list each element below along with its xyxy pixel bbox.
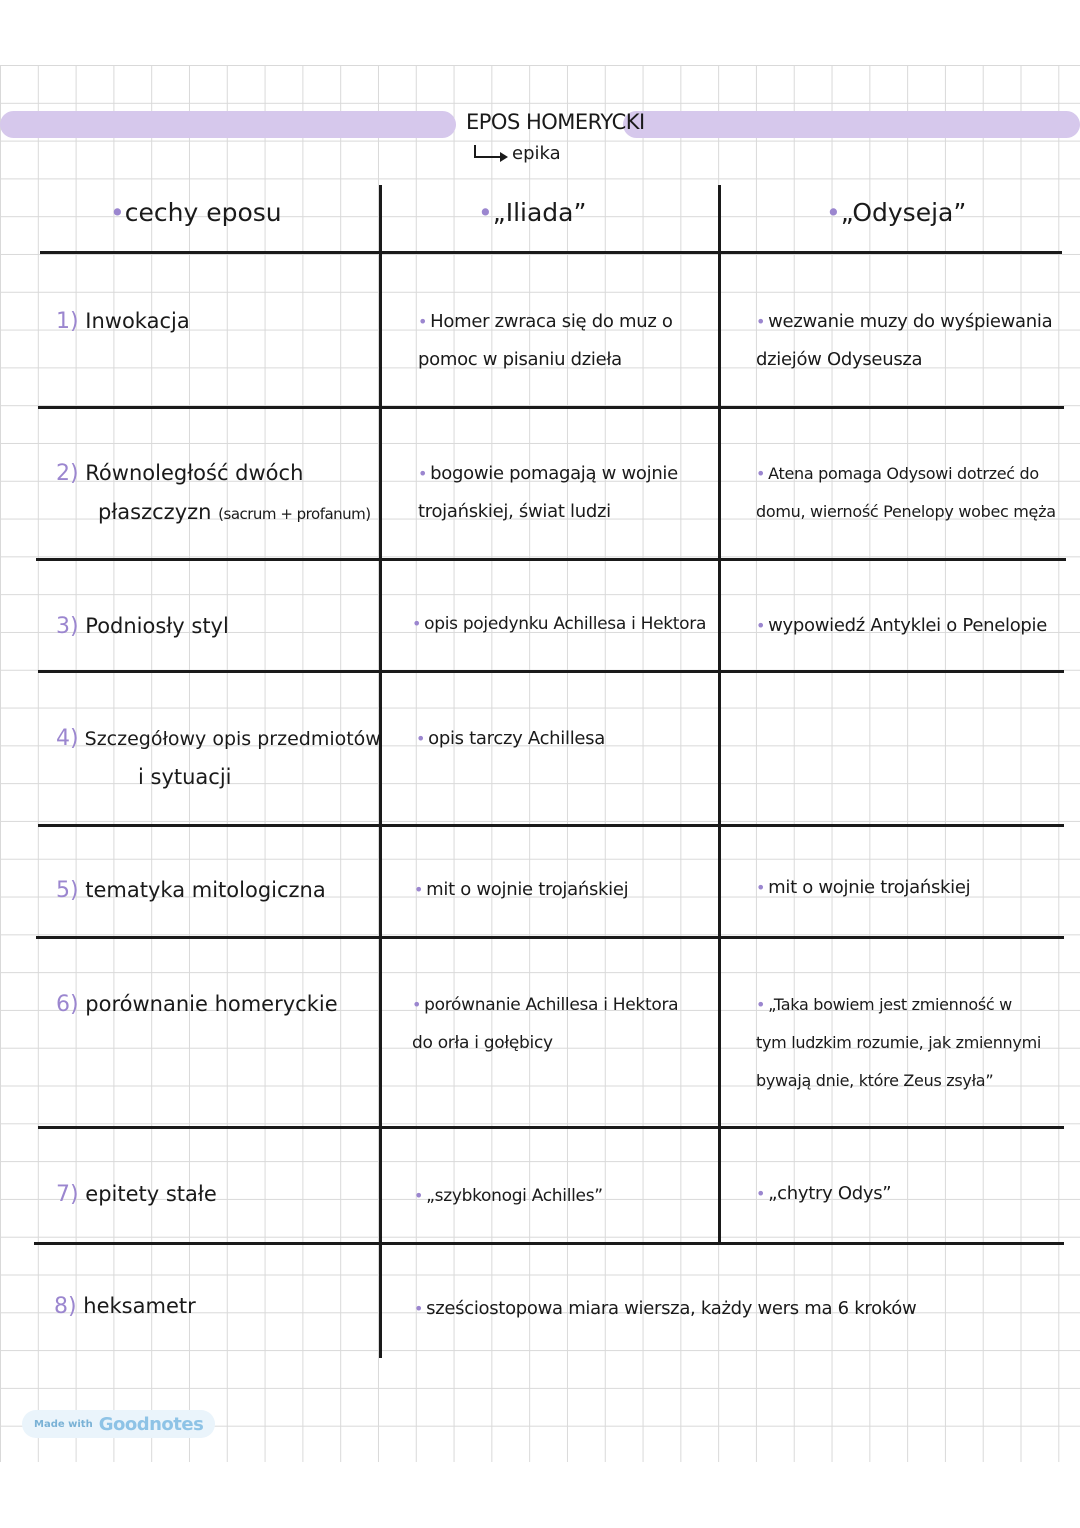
bullet-icon: • bbox=[414, 1299, 424, 1318]
row-6-label: 6) porównanie homeryckie bbox=[56, 992, 338, 1017]
goodnotes-logo: Goodnotes bbox=[98, 1413, 204, 1435]
made-with-badge bbox=[22, 1410, 215, 1438]
bullet-icon: • bbox=[416, 729, 426, 748]
row-1-iliada: • Homer zwraca się do muz o pomoc w pisaniu dzieła bbox=[418, 311, 673, 370]
bullet-icon: • bbox=[414, 880, 424, 899]
bullet-icon: • bbox=[412, 614, 422, 633]
column-header-features: •cechy eposu bbox=[110, 198, 282, 227]
bullet-icon: • bbox=[418, 464, 428, 483]
column-header-iliada: •„Iliada” bbox=[478, 198, 587, 227]
bullet-icon: • bbox=[756, 995, 766, 1014]
bullet-icon: • bbox=[414, 1186, 424, 1205]
row-8-merged: • sześciostopowa miara wiersza, każdy wers ma 6 kroków bbox=[414, 1298, 917, 1319]
bullet-icon: • bbox=[756, 878, 766, 897]
row-5-odyseja: • mit o wojnie trojańskiej bbox=[756, 877, 971, 898]
row-7-label: 7) epitety stałe bbox=[56, 1182, 217, 1207]
row-2-label: 2) Równoległość dwóch płaszczyzn (sacrum + profanum) bbox=[56, 461, 371, 524]
subtitle bbox=[472, 143, 561, 164]
row-5-label: 5) tematyka mitologiczna bbox=[56, 878, 326, 903]
row-4-iliada: • opis tarczy Achillesa bbox=[416, 728, 605, 749]
row-6-odyseja: • „Taka bowiem jest zmienność w tym ludzkim rozumie, jak zmiennymi bywają dnie, które Zeus zsyła” bbox=[756, 995, 1041, 1090]
bullet-icon: • bbox=[756, 312, 766, 331]
row-8-label: 8) heksametr bbox=[54, 1294, 196, 1319]
header-band-left bbox=[0, 111, 456, 138]
bullet-icon: • bbox=[478, 198, 493, 227]
row-6-iliada: • porównanie Achillesa i Hektora do orła i gołębicy bbox=[412, 995, 679, 1053]
bullet-icon: • bbox=[826, 198, 841, 227]
column-header-odyseja: •„Odyseja” bbox=[826, 198, 967, 227]
made-with-text: Made with bbox=[34, 1418, 93, 1430]
row-1-odyseja: • wezwanie muzy do wyśpiewania dziejów Odyseusza bbox=[756, 311, 1053, 370]
row-3-iliada: • opis pojedynku Achillesa i Hektora bbox=[412, 614, 707, 634]
bullet-icon: • bbox=[412, 995, 422, 1014]
row-7-odyseja: • „chytry Odys” bbox=[756, 1183, 892, 1204]
row-5-iliada: • mit o wojnie trojańskiej bbox=[414, 879, 629, 900]
bullet-icon: • bbox=[756, 616, 766, 635]
row-3-label: 3) Podniosły styl bbox=[56, 614, 229, 639]
header-band-right bbox=[623, 111, 1080, 138]
page-title: EPOS HOMERYCKI bbox=[466, 110, 645, 134]
bullet-icon: • bbox=[418, 312, 428, 331]
bullet-icon: • bbox=[756, 464, 766, 483]
row-4-label: 4) Szczegółowy opis przedmiotów i sytuacji bbox=[56, 726, 381, 789]
subtitle-text: epika bbox=[512, 143, 561, 164]
arrow-icon bbox=[472, 145, 508, 163]
bullet-icon: • bbox=[756, 1184, 766, 1203]
row-2-odyseja: • Atena pomaga Odysowi dotrzeć do domu, wierność Penelopy wobec męża bbox=[756, 464, 1056, 521]
row-7-iliada: • „szybkonogi Achilles” bbox=[414, 1186, 603, 1206]
row-3-odyseja: • wypowiedź Antyklei o Penelopie bbox=[756, 615, 1048, 636]
bullet-icon: • bbox=[110, 198, 125, 227]
row-2-iliada: • bogowie pomagają w wojnie trojańskiej, świat ludzi bbox=[418, 463, 678, 522]
row-1-label: 1) Inwokacja bbox=[56, 309, 190, 334]
